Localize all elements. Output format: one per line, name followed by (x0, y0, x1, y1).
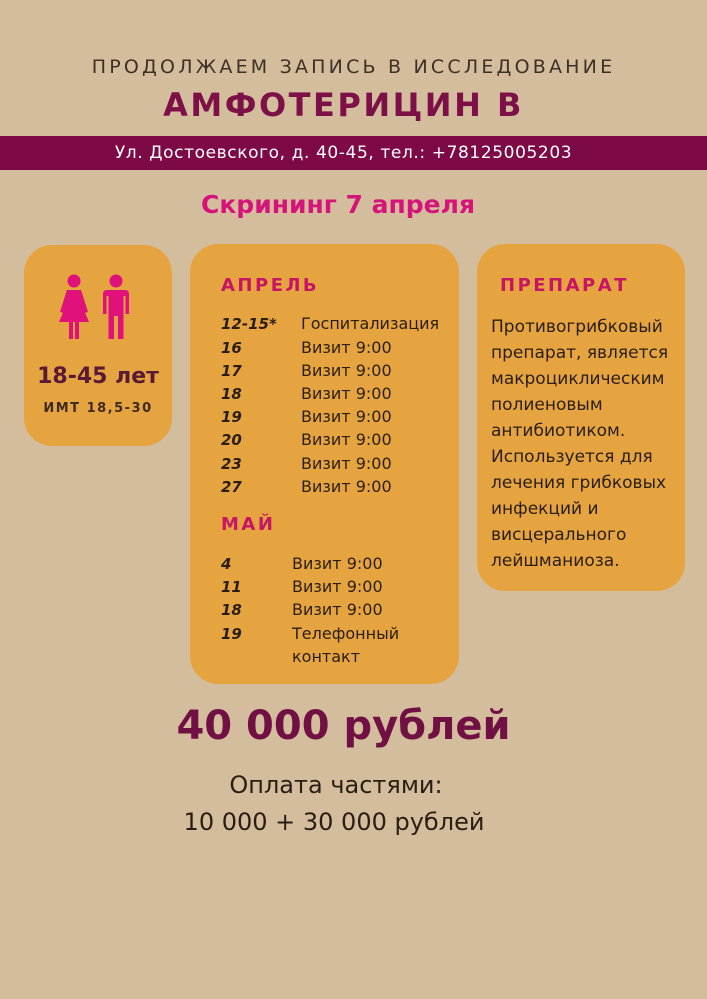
drug-line: лечения грибковых (491, 473, 667, 493)
april-date: 23 (221, 455, 242, 473)
drug-heading: ПРЕПАРАТ (500, 275, 629, 296)
male-icon (101, 274, 131, 340)
drug-line: антибиотиком. (491, 421, 626, 441)
april-date: 20 (221, 431, 242, 449)
total-price: 40 000 рублей (176, 703, 511, 749)
subtitle: ПРОДОЛЖАЕМ ЗАПИСЬ В ИССЛЕДОВАНИЕ (91, 56, 616, 78)
drug-line: препарат, является (491, 343, 669, 363)
age-range: 18-45 лет (37, 364, 159, 389)
april-event: Визит 9:00 (301, 477, 392, 496)
page-title: АМФОТЕРИЦИН В (163, 86, 524, 124)
april-event: Визит 9:00 (301, 454, 392, 473)
drug-line: висцерального (491, 525, 627, 545)
installments-amount: 10 000 + 30 000 рублей (183, 808, 485, 836)
drug-line: Используется для (491, 447, 653, 467)
may-heading: МАЙ (221, 514, 276, 535)
april-event: Госпитализация (301, 314, 440, 333)
april-event: Визит 9:00 (301, 338, 392, 357)
may-date: 19 (221, 625, 242, 643)
april-date: 17 (221, 362, 242, 380)
may-event: Телефонный (292, 624, 400, 643)
april-date: 19 (221, 408, 242, 426)
bmi-range: ИМТ 18,5-30 (43, 401, 153, 416)
may-event: Визит 9:00 (292, 577, 383, 596)
may-date: 11 (221, 578, 242, 596)
april-event: Визит 9:00 (301, 430, 392, 449)
april-date: 18 (221, 385, 242, 403)
may-event: Визит 9:00 (292, 600, 383, 619)
drug-line: Противогрибковый (491, 317, 663, 337)
installments-label: Оплата частями: (229, 771, 443, 799)
april-date: 16 (221, 339, 242, 357)
screening-date: Скрининг 7 апреля (200, 190, 475, 219)
may-event: Визит 9:00 (292, 554, 383, 573)
april-date: 12-15* (221, 315, 277, 333)
may-date: 4 (221, 555, 232, 573)
april-event: Визит 9:00 (301, 407, 392, 426)
april-event: Визит 9:00 (301, 384, 392, 403)
drug-line: инфекций и (491, 499, 599, 519)
drug-line: лейшманиоза. (491, 551, 620, 571)
address-text: Ул. Достоевского, д. 40-45, тел.: +78125005203 (114, 143, 573, 163)
april-event: Визит 9:00 (301, 361, 392, 380)
may-event-continued: контакт (292, 647, 361, 666)
female-icon (56, 274, 92, 340)
april-date: 27 (221, 478, 242, 496)
april-heading: АПРЕЛЬ (221, 275, 320, 296)
may-date: 18 (221, 601, 242, 619)
drug-description (491, 314, 681, 574)
drug-line: макроциклическим (491, 369, 665, 389)
drug-line: полиеновым (491, 395, 603, 415)
